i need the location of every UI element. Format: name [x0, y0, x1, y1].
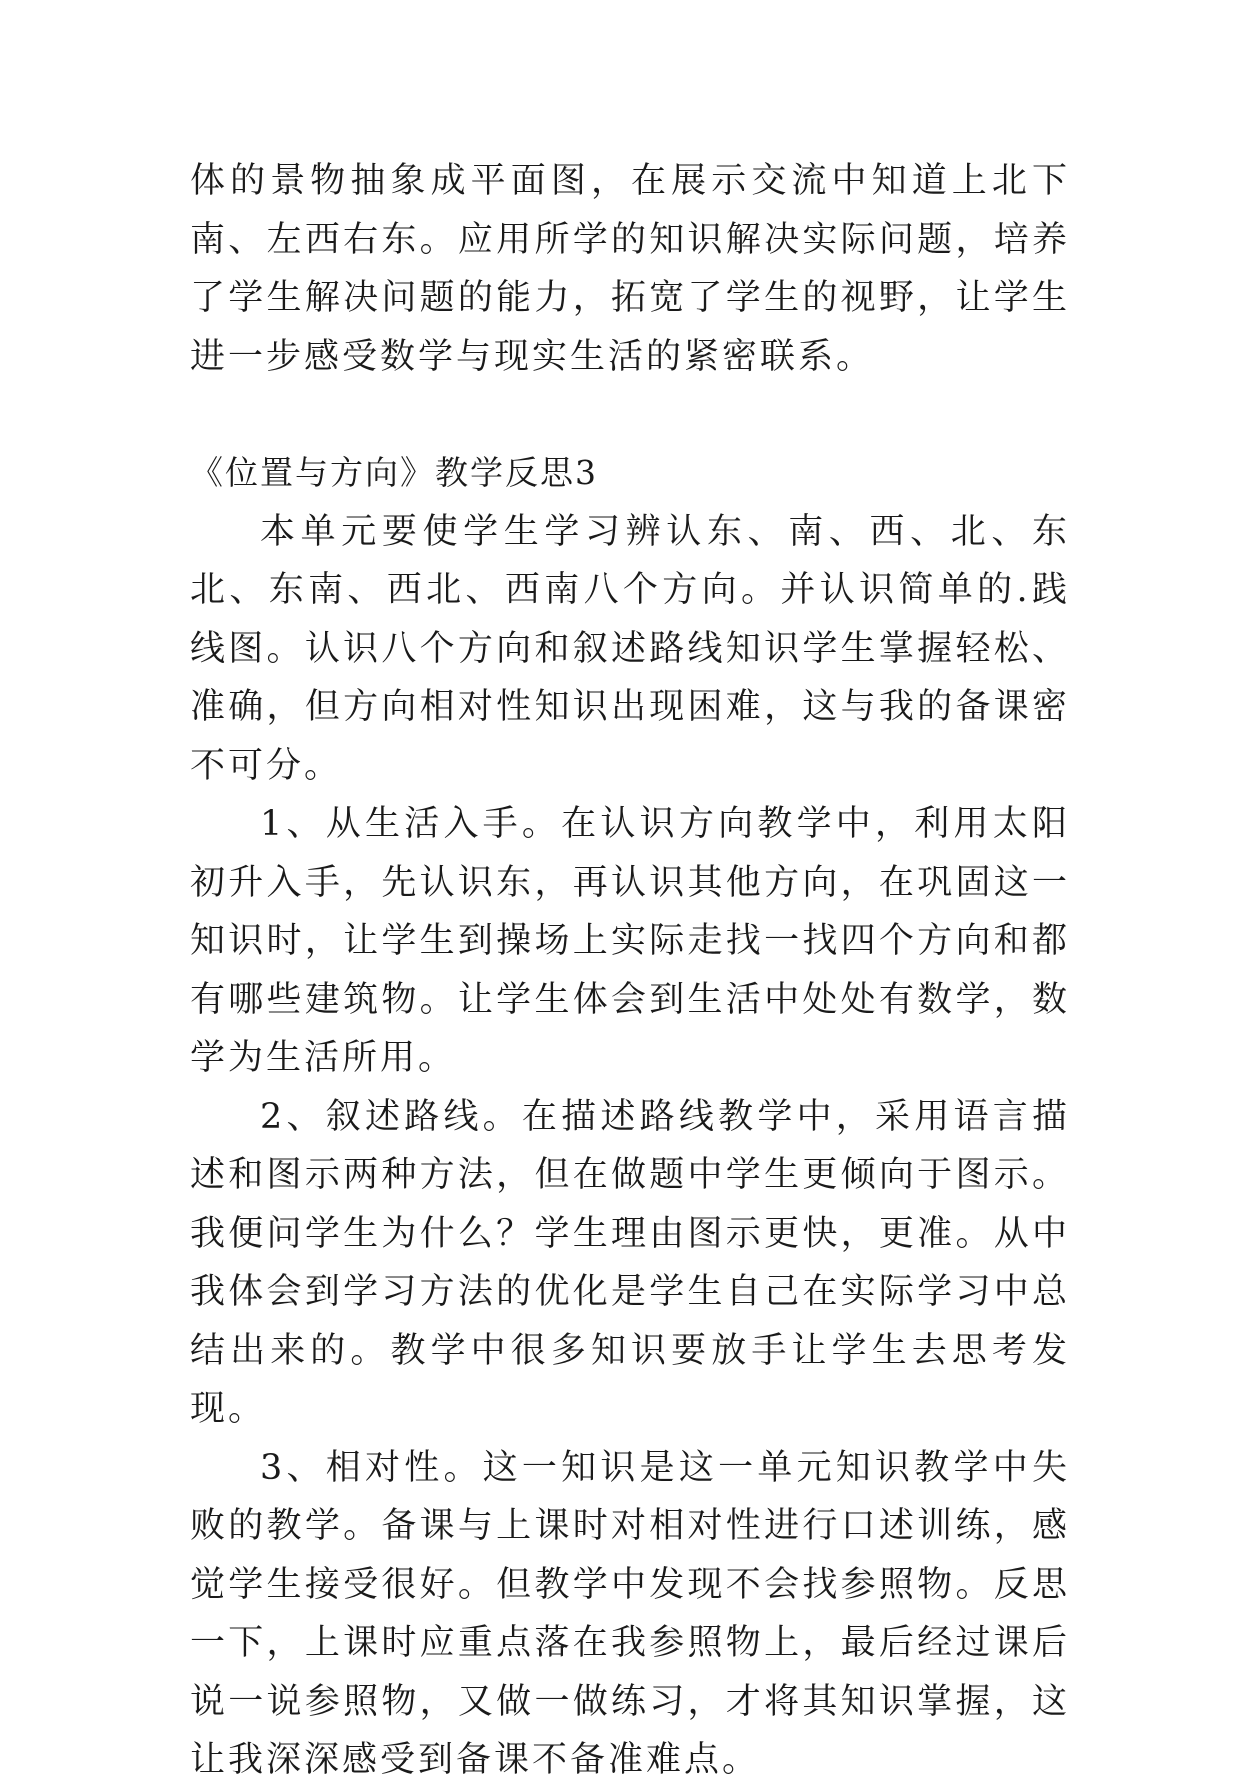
- document-page: [190, 152, 1070, 1790]
- paragraph-point-2: 2、叙述路线。在描述路线教学中，采用语言描述和图示两种方法，但在做题中学生更倾向于图示。我便问学生为什么？学生理由图示更快，更准。从中我体会到学习方法的优化是学生自己在实际学习中总结出来的。教学中很多知识要放手让学生去思考发现。: [190, 1096, 1070, 1429]
- paragraph-point-3: 3、相对性。这一知识是这一单元知识教学中失败的教学。备课与上课时对相对性进行口述训练，感觉学生接受很好。但教学中发现不会找参照物。反思一下，上课时应重点落在我参照物上，最后经过课后说一说参照物，又做一做练习，才将其知识掌握，这让我深深感受到备课不备准难点。: [190, 1447, 1070, 1780]
- intro-paragraph: 体的景物抽象成平面图，在展示交流中知道上北下南、左西右东。应用所学的知识解决实际问题，培养了学生解决问题的能力，拓宽了学生的视野，让学生进一步感受数学与现实生活的紧密联系。: [190, 161, 1070, 377]
- section-title: 《位置与方向》教学反思3: [190, 453, 598, 492]
- paragraph-overview: 本单元要使学生学习辨认东、南、西、北、东北、东南、西北、西南八个方向。并认识简单的.践线图。认识八个方向和叙述路线知识学生掌握轻松、准确，但方向相对性知识出现困难，这与我的备课密不可分。: [190, 511, 1070, 786]
- paragraph-point-1: 1、从生活入手。在认识方向教学中，利用太阳初升入手，先认识东，再认识其他方向，在巩固这一知识时，让学生到操场上实际走找一找四个方向和都有哪些建筑物。让学生体会到生活中处处有数学，数学为生活所用。: [190, 804, 1070, 1078]
